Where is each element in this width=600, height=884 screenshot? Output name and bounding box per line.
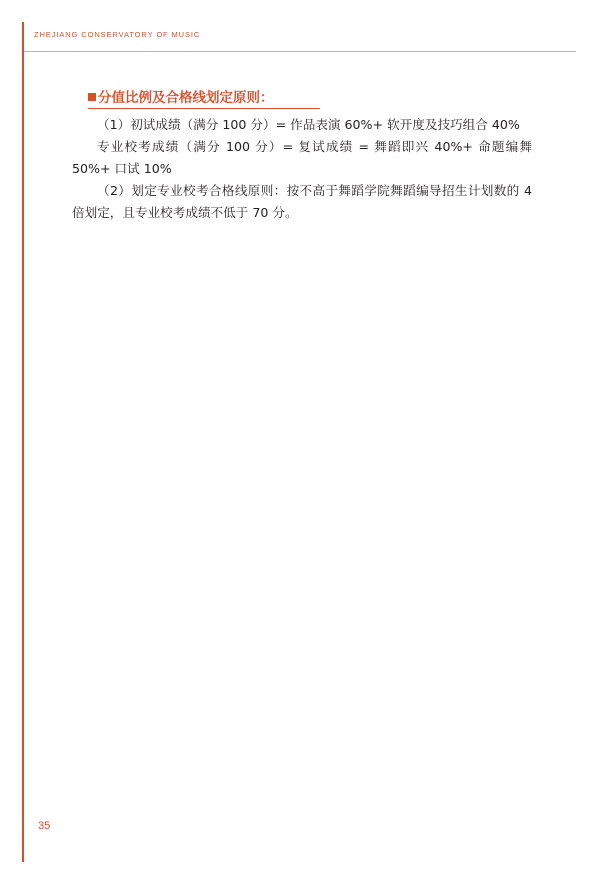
section-heading-label: 分值比例及合格线划定原则：: [98, 90, 274, 106]
institution-name: ZHEJIANG CONSERVATORY OF MUSIC: [34, 30, 201, 39]
body-content: [72, 114, 532, 224]
section-heading: [88, 86, 320, 108]
section-heading-underline: [88, 108, 320, 109]
square-bullet-icon: [88, 93, 96, 101]
page-number: 35: [38, 820, 51, 832]
page-header: [24, 30, 576, 56]
paragraph-3: （2）划定专业校考合格线原则：按不高于舞蹈学院舞蹈编导招生计划数的 4 倍划定，且专业校考成绩不低于 70 分。: [72, 183, 532, 220]
left-accent-rule: [22, 22, 24, 862]
header-divider: [24, 51, 576, 52]
paragraph-1: （1）初试成绩（满分 100 分）= 作品表演 60%+ 软开度及技巧组合 40%: [97, 117, 520, 132]
paragraph-2: 专业校考成绩（满分 100 分）= 复试成绩 = 舞蹈即兴 40%+ 命题编舞 50%+ 口试 10%: [72, 139, 532, 176]
